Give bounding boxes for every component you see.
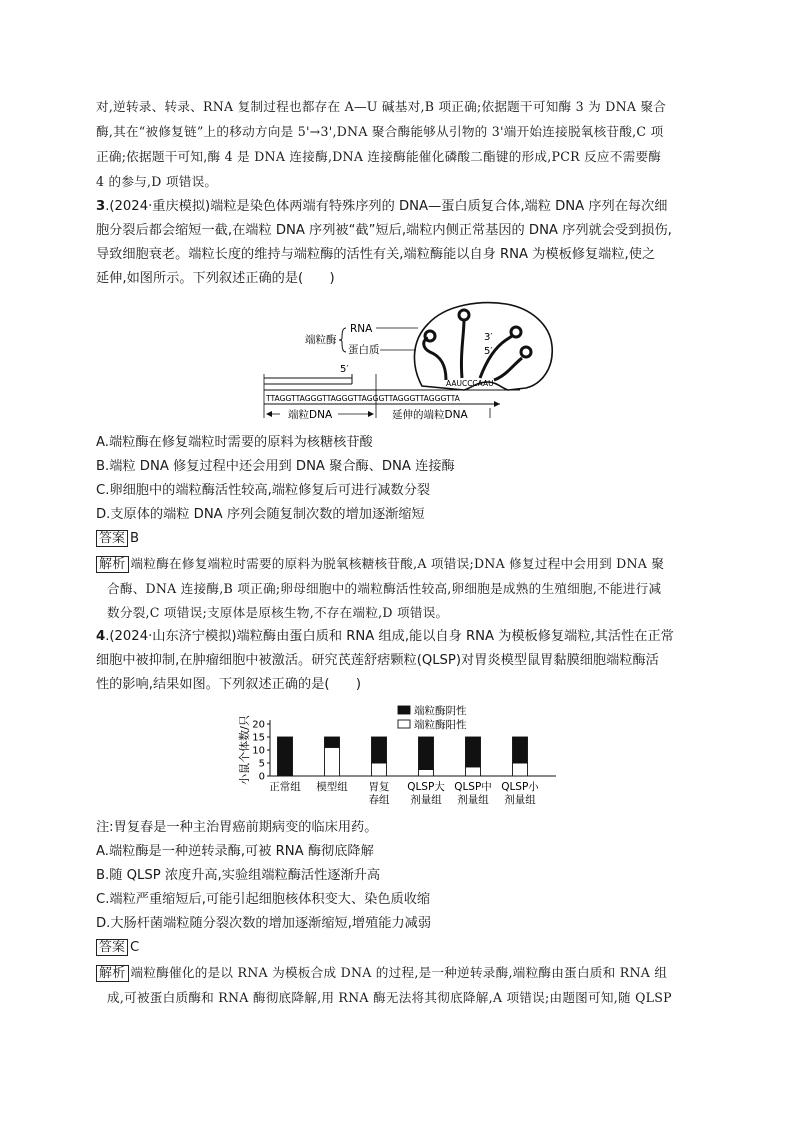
bar-segment-negative: [466, 737, 481, 767]
q4-option-a[interactable]: A.端粒酶是一种逆转录酶,可被 RNA 酶彻底降解: [96, 844, 374, 859]
y-tick-label: 15: [252, 732, 265, 744]
q3-answer-label: 答案: [96, 530, 128, 547]
x-tick-label: 剂量组: [457, 794, 489, 806]
bar-segment-positive: [419, 770, 434, 777]
q4-option-c[interactable]: C.端粒严重缩短后,可能引起细胞核体积变大、染色质收缩: [96, 892, 431, 907]
y-tick-label: 0: [258, 771, 265, 783]
q3-option-c[interactable]: C.卵细胞中的端粒酶活性较高,端粒修复后可进行减数分裂: [96, 483, 431, 498]
q3-stem-line: 胞分裂后都会缩短一截,在端粒 DNA 序列被“截”短后,端粒内侧正常基因的 DNA 序列就会受到损伤,: [96, 223, 672, 238]
legend-label: 端粒酶阴性: [414, 705, 467, 717]
telomerase-label: 端粒酶: [305, 334, 337, 346]
q4-answer-value: C: [130, 940, 140, 955]
legend-label: 端粒酶阳性: [414, 719, 467, 731]
label-bracket: [339, 328, 346, 352]
q4-explanation-line: 解析 端粒酶催化的是以 RNA 为模板合成 DNA 的过程,是一种逆转录酶,端粒酶由蛋白质和 RNA 组: [96, 963, 667, 983]
q4-stem-line: 性的影响,结果如图。下列叙述正确的是( ): [96, 677, 362, 692]
dna-sequence: TTAGGTTAGGGTTAGGGTTAGGGTTAGGGTTAGGGTTA: [266, 394, 460, 403]
rna-three-prime-label: 3′: [484, 332, 493, 343]
rna-label: RNA: [350, 323, 373, 335]
x-tick-label: 胃复: [368, 781, 390, 793]
prev-explanation-line: 对,逆转录、转录、RNA 复制过程也都存在 A—U 碱基对,B 项正确;依据题干可知酶 3 为 DNA 聚合: [96, 99, 667, 114]
prev-explanation-line: 4 的参与,D 项错误。: [96, 174, 218, 189]
q4-stem-line: 细胞中被抑制,在肿瘤细胞中被激活。研究芪莲舒痞颗粒(QLSP)对胃炎模型鼠胃黏膜细胞端粒酶活: [96, 653, 659, 668]
y-axis-label: 小鼠个体数/只: [238, 715, 251, 785]
q4-explanation-label: 解析: [96, 965, 129, 982]
q4-stem-line: 4.(2024·山东济宁模拟)端粒酶由蛋白质和 RNA 组成,能以自身 RNA 为模板修复端粒,其活性在正常: [96, 629, 674, 644]
x-tick-label: QLSP大: [407, 781, 445, 793]
rna-five-prime-label: 5′: [484, 346, 493, 357]
bar-segment-positive: [372, 763, 387, 776]
y-tick-label: 10: [252, 745, 265, 757]
q3-explanation-label: 解析: [96, 556, 129, 573]
prev-explanation-line: 正确;依据题干可知,酶 4 是 DNA 连接酶,DNA 连接酶能催化磷酸二酯键的形成,PCR 反应不需要酶: [96, 149, 662, 164]
x-tick-label: 剂量组: [504, 794, 536, 806]
q3-stem-line: 延伸,如图所示。下列叙述正确的是( ): [96, 271, 335, 286]
q4-bar-chart: [238, 700, 568, 820]
bar-segment-negative: [278, 737, 293, 776]
legend-swatch: [398, 720, 410, 728]
x-tick-label: 剂量组: [410, 794, 442, 806]
y-tick-label: 5: [258, 758, 265, 770]
bar-segment-negative: [419, 737, 434, 770]
y-tick-label: 20: [252, 719, 265, 731]
x-tick-label: 正常组: [269, 781, 301, 793]
q3-option-b[interactable]: B.端粒 DNA 修复过程中还会用到 DNA 聚合酶、DNA 连接酶: [96, 459, 455, 474]
q3-explanation-line: 数分裂,C 项错误;支原体是原核生物,不存在端粒,D 项错误。: [107, 605, 449, 620]
q3-stem-line: 导致细胞衰老。端粒长度的维持与端粒酶的活性有关,端粒酶能以自身 RNA 为模板修复端粒,使之: [96, 247, 656, 262]
q4-option-d[interactable]: D.大肠杆菌端粒随分裂次数的增加逐渐缩短,增殖能力减弱: [96, 916, 432, 931]
extended-telomere-label: 延伸的端粒DNA: [392, 409, 468, 421]
dna-five-prime-label: 5′: [340, 364, 349, 375]
bar-segment-negative: [325, 737, 340, 747]
q3-answer: [96, 529, 139, 549]
q3-explanation-line: 解析 端粒酶在修复端粒时需要的原料为脱氧核糖核苷酸,A 项错误;DNA 修复过程中会用到 DNA 聚: [96, 554, 664, 574]
q4-explanation-line: 成,可被蛋白质酶和 RNA 酶彻底降解,用 RNA 酶无法将其彻底降解,A 项错误;由题图可知,随 QLSP: [107, 990, 672, 1005]
x-tick-label: QLSP小: [501, 781, 539, 793]
q4-answer-label: 答案: [96, 939, 128, 956]
q4-option-b[interactable]: B.随 QLSP 浓度升高,实验组端粒酶活性逐渐升高: [96, 868, 381, 883]
x-tick-label: 模型组: [316, 781, 348, 793]
q4-note: 注:胃复春是一种主治胃癌前期病变的临床用药。: [96, 820, 378, 835]
bar-segment-negative: [372, 737, 387, 763]
q3-number: 3: [96, 199, 106, 214]
q4-answer: [96, 938, 139, 958]
bar-segment-positive: [325, 747, 340, 776]
bar-segment-positive: [466, 767, 481, 776]
q3-answer-value: B: [130, 531, 140, 546]
rna-template-sequence: AAUCCCAAU: [446, 379, 494, 388]
x-tick-label: 春组: [368, 794, 390, 806]
q3-option-d[interactable]: D.支原体的端粒 DNA 序列会随复制次数的增加逐渐缩短: [96, 507, 425, 522]
telomerase-diagram: [250, 290, 570, 430]
q3-explanation-line: 合酶、DNA 连接酶,B 项正确;卵母细胞中的端粒酶活性较高,卵细胞是成熟的生殖细胞,不能进行减: [107, 581, 662, 596]
q3-option-a[interactable]: A.端粒酶在修复端粒时需要的原料为核糖核苷酸: [96, 435, 373, 450]
q4-number: 4: [96, 629, 106, 644]
bar-segment-negative: [513, 737, 528, 763]
bar-segment-positive: [513, 763, 528, 776]
legend-swatch: [398, 706, 410, 714]
protein-label: 蛋白质: [348, 344, 380, 356]
telomere-dna-label: 端粒DNA: [288, 409, 333, 421]
x-tick-label: QLSP中: [454, 781, 492, 793]
prev-explanation-line: 酶,其在“被修复链”上的移动方向是 5'→3',DNA 聚合酶能够从引物的 3'端开始连接脱氧核苷酸,C 项: [96, 124, 664, 139]
q3-stem-line: 3.(2024·重庆模拟)端粒是染色体两端有特殊序列的 DNA—蛋白质复合体,端粒 DNA 序列在每次细: [96, 199, 668, 214]
